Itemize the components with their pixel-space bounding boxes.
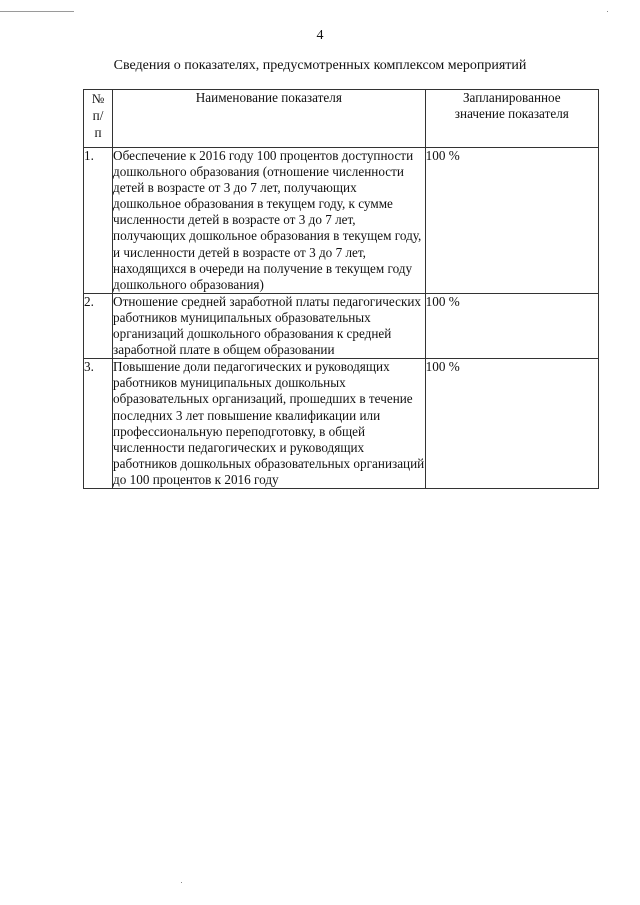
indicators-table <box>83 89 599 489</box>
row-name: Обеспечение к 2016 году 100 процентов доступности дошкольного образования (отношение численности детей в возрасте от 3 до 7 лет, получающих дошкольное образования в текущем году, к сумме численности детей в возрасте от 3 до 7 лет, получающих дошкольное образования в текущем году, и численности детей в возрасте от 3 до 7 лет, находящихся в очереди на получение в текущем году дошкольного образования) <box>113 148 426 294</box>
row-number: 1. <box>84 148 113 294</box>
table-row <box>84 148 599 294</box>
header-number-line-1: № <box>91 91 105 106</box>
scan-speck <box>607 11 608 12</box>
header-value-line-2: значение показателя <box>454 106 569 122</box>
header-number <box>84 90 113 148</box>
row-number: 3. <box>84 359 113 489</box>
row-number: 2. <box>84 293 113 358</box>
table-row <box>84 293 599 358</box>
header-value <box>425 90 598 148</box>
row-name: Отношение средней заработной платы педагогических работников муниципальных образовательных организаций дошкольного образования к средней заработной плате в общем образовании <box>113 293 426 358</box>
scan-speck <box>181 882 182 883</box>
row-value: 100 % <box>425 148 598 294</box>
table-row <box>84 359 599 489</box>
row-value: 100 % <box>425 293 598 358</box>
row-value: 100 % <box>425 359 598 489</box>
header-number-line-3: п <box>94 125 102 140</box>
header-number-line-2: п/ <box>92 108 104 123</box>
row-name: Повышение доли педагогических и руководящих работников муниципальных дошкольных образовательных организаций, прошедших в течение последних 3 лет повышение квалификации или профессиональную переподготовку, в общей численности педагогических и руководящих работников дошкольных образовательных организаций до 100 процентов к 2016 году <box>113 359 425 487</box>
scan-edge-line <box>0 11 74 12</box>
document-title: Сведения о показателях, предусмотренных комплексом мероприятий <box>113 58 527 73</box>
table-header-row <box>84 90 599 148</box>
header-value-line-1: Запланированное <box>462 90 561 105</box>
header-name: Наименование показателя <box>113 90 426 148</box>
page-number: 4 <box>316 28 324 43</box>
